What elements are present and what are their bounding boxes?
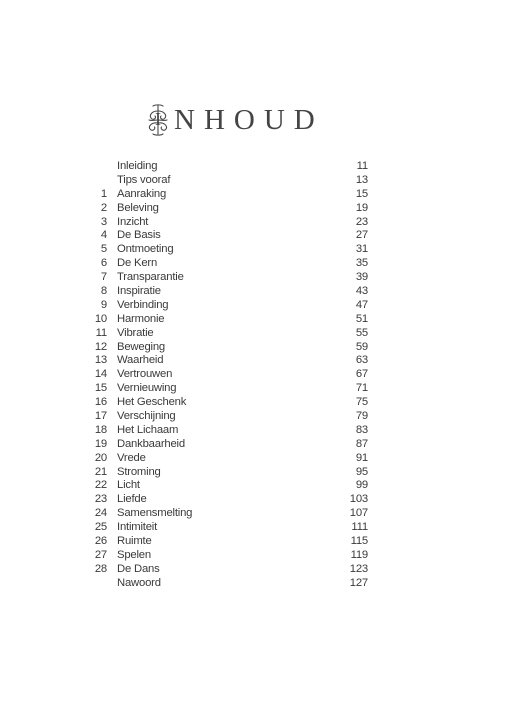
chapter-number: 26 (94, 535, 107, 548)
chapter-number: 21 (94, 465, 107, 478)
chapter-title: Inleiding (117, 160, 158, 172)
toc-entry (80, 493, 380, 507)
page-number: 35 (355, 257, 368, 270)
chapter-number: 18 (94, 423, 107, 436)
toc-entry (80, 410, 380, 424)
page-number: 67 (355, 368, 368, 381)
toc-entry (80, 424, 380, 438)
chapter-number: 14 (94, 368, 107, 381)
chapter-number: 5 (100, 243, 107, 256)
toc-entry (80, 257, 380, 271)
toc-entry (80, 354, 380, 368)
chapter-title: De Dans (117, 562, 160, 575)
toc-entry (80, 382, 380, 396)
chapter-number: 22 (94, 479, 107, 492)
chapter-title: Tips vooraf (117, 173, 171, 186)
page-number: 111 (351, 521, 368, 534)
ornamental-initial-icon (146, 103, 170, 137)
page-number: 47 (355, 298, 368, 311)
page-number: 19 (355, 201, 368, 214)
chapter-title: Ontmoeting (117, 243, 174, 256)
chapter-title: Spelen (117, 548, 151, 561)
page-number: 55 (355, 326, 368, 339)
toc-entry (80, 577, 380, 591)
page-number: 43 (355, 285, 368, 298)
chapter-title: Intimiteit (117, 521, 158, 534)
chapter-title: Aanraking (117, 187, 167, 200)
chapter-title: Het Geschenk (117, 396, 187, 409)
chapter-title: Vertrouwen (117, 368, 173, 381)
chapter-number: 4 (100, 229, 107, 242)
chapter-number (80, 160, 117, 174)
toc-entry (80, 396, 380, 410)
page-number: 63 (355, 354, 368, 367)
toc-entry (80, 188, 380, 202)
chapter-number: 15 (94, 382, 107, 395)
page-number: 13 (355, 173, 368, 186)
page-number: 91 (355, 451, 368, 464)
chapter-title: Dankbaarheid (117, 437, 185, 450)
page-number: 83 (355, 423, 368, 436)
chapter-number: 10 (94, 312, 107, 325)
table-of-contents (80, 160, 380, 591)
toc-entry (80, 299, 380, 313)
page-number: 123 (349, 562, 368, 575)
chapter-title: Stroming (117, 465, 161, 478)
page-number: 31 (355, 243, 368, 256)
toc-entry (80, 452, 380, 466)
chapter-title: Licht (117, 479, 140, 492)
chapter-number: 17 (94, 410, 107, 423)
chapter-title: Verschijning (117, 410, 176, 423)
chapter-number: 27 (94, 548, 107, 561)
chapter-number: 19 (94, 437, 107, 450)
toc-entry (80, 243, 380, 257)
chapter-title: Het Lichaam (117, 423, 179, 436)
page-number: 95 (355, 465, 368, 478)
chapter-number: 8 (100, 285, 107, 298)
chapter-title: Inzicht (117, 215, 149, 228)
toc-entry (80, 341, 380, 355)
toc-entry (80, 466, 380, 480)
page-number: 115 (350, 535, 368, 548)
chapter-number (80, 577, 117, 591)
page-title (146, 103, 324, 137)
toc-entry (80, 229, 380, 243)
chapter-number: 28 (94, 562, 107, 575)
chapter-title: Vrede (117, 451, 146, 464)
chapter-title: Liefde (117, 493, 147, 506)
page-number: 15 (355, 187, 368, 200)
toc-entry (80, 271, 380, 285)
chapter-title: Nawoord (117, 576, 161, 589)
toc-entry (80, 202, 380, 216)
chapter-number: 25 (94, 521, 107, 534)
toc-entry (80, 521, 380, 535)
svg-text:I: I (155, 109, 161, 129)
page-number: 27 (355, 229, 368, 242)
page-number: 107 (349, 507, 368, 520)
chapter-number (80, 174, 117, 188)
page-number: 11 (356, 160, 368, 172)
chapter-number: 11 (95, 326, 107, 339)
toc-entry (80, 535, 380, 549)
chapter-number: 20 (94, 451, 107, 464)
page-number: 75 (355, 396, 368, 409)
chapter-number: 9 (100, 298, 107, 311)
page-title-text: NHOUD (174, 104, 324, 136)
toc-entry (80, 438, 380, 452)
page-number: 71 (355, 382, 368, 395)
chapter-title: Vibratie (117, 326, 154, 339)
chapter-number: 1 (100, 187, 107, 200)
chapter-title: Verbinding (117, 298, 169, 311)
chapter-number: 13 (94, 354, 107, 367)
toc-entry (80, 507, 380, 521)
page-number: 103 (349, 493, 368, 506)
toc-entry (80, 549, 380, 563)
page-number: 39 (355, 271, 368, 284)
chapter-title: Harmonie (117, 312, 165, 325)
chapter-title: Vernieuwing (117, 382, 177, 395)
toc-entry (80, 327, 380, 341)
toc-entry (80, 216, 380, 230)
chapter-title: Beleving (117, 201, 159, 214)
page-number: 51 (355, 312, 368, 325)
chapter-number: 3 (100, 215, 107, 228)
toc-entry (80, 368, 380, 382)
chapter-number: 24 (94, 507, 107, 520)
chapter-title: Transparantie (117, 271, 184, 284)
chapter-title: Waarheid (117, 354, 164, 367)
chapter-number: 2 (100, 201, 107, 214)
page-number: 127 (349, 576, 368, 589)
toc-entry (80, 563, 380, 577)
chapter-title: Samensmelting (117, 507, 193, 520)
chapter-number: 12 (94, 340, 107, 353)
chapter-number: 23 (94, 493, 107, 506)
chapter-title: Ruimte (117, 535, 152, 548)
page-number: 79 (355, 410, 368, 423)
page-number: 59 (355, 340, 368, 353)
toc-entry (80, 313, 380, 327)
chapter-title: De Basis (117, 229, 161, 242)
chapter-title: Beweging (117, 340, 166, 353)
page-number: 119 (350, 548, 368, 561)
chapter-number: 6 (100, 257, 107, 270)
toc-entry (80, 285, 380, 299)
toc-entry (80, 174, 380, 188)
page-number: 99 (355, 479, 368, 492)
chapter-number: 7 (100, 271, 107, 284)
chapter-title: Inspiratie (117, 285, 161, 298)
page-number: 23 (355, 215, 368, 228)
toc-entry (80, 479, 380, 493)
chapter-title: De Kern (117, 257, 158, 270)
page-number: 87 (355, 437, 368, 450)
toc-entry (80, 160, 380, 174)
chapter-number: 16 (94, 396, 107, 409)
